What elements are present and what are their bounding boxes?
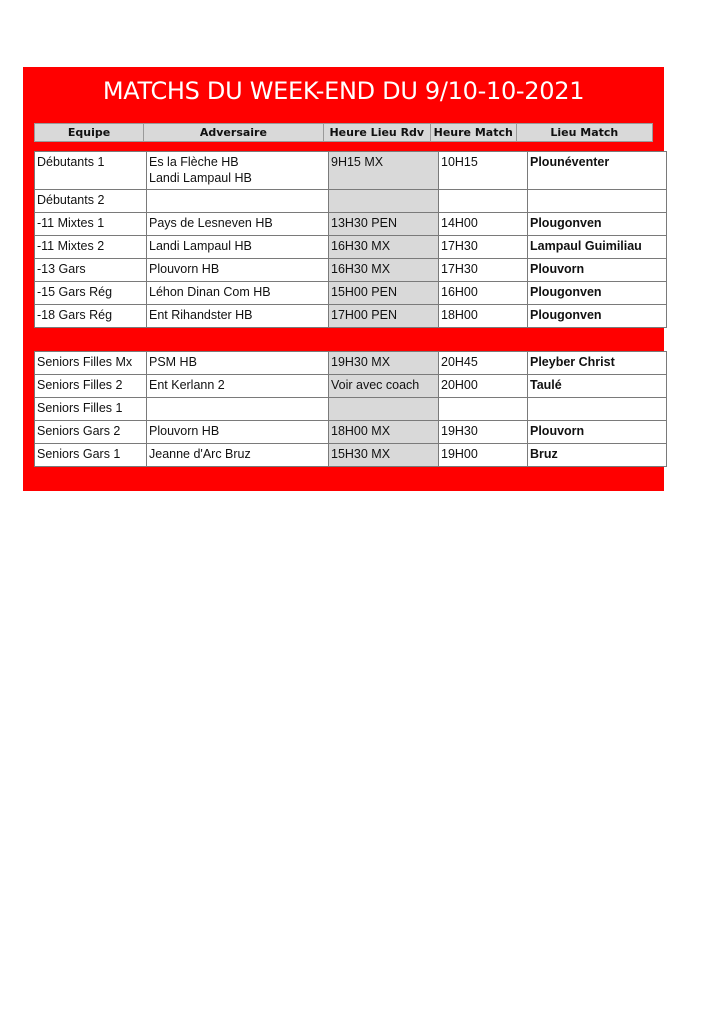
header-rdv: Heure Lieu Rdv [323, 124, 430, 142]
table-row [35, 152, 667, 190]
cell-rdv: 15H00 PEN [329, 282, 439, 305]
cell-rdv: 16H30 MX [329, 236, 439, 259]
cell-match [439, 190, 528, 213]
cell-lieu: Pleyber Christ [528, 352, 667, 375]
cell-lieu: Taulé [528, 375, 667, 398]
cell-adversaire [147, 152, 329, 190]
cell-rdv: 17H00 PEN [329, 305, 439, 328]
header-match: Heure Match [430, 124, 516, 142]
table-row [35, 213, 667, 236]
cell-rdv: 15H30 MX [329, 444, 439, 467]
cell-equipe: Débutants 1 [35, 152, 147, 190]
cell-adversaire [147, 398, 329, 421]
cell-equipe: -11 Mixtes 1 [35, 213, 147, 236]
cell-match: 14H00 [439, 213, 528, 236]
cell-match: 20H00 [439, 375, 528, 398]
header-lieu: Lieu Match [516, 124, 652, 142]
cell-rdv: 18H00 MX [329, 421, 439, 444]
cell-adversaire: Landi Lampaul HB [147, 236, 329, 259]
cell-match [439, 398, 528, 421]
cell-match: 19H00 [439, 444, 528, 467]
cell-lieu [528, 190, 667, 213]
table-row [35, 282, 667, 305]
table-row [35, 236, 667, 259]
cell-lieu: Lampaul Guimiliau [528, 236, 667, 259]
cell-adversaire: Plouvorn HB [147, 259, 329, 282]
table-row [35, 352, 667, 375]
cell-lieu: Plougonven [528, 305, 667, 328]
cell-rdv: Voir avec coach [329, 375, 439, 398]
cell-lieu: Plougonven [528, 213, 667, 236]
header-equipe: Equipe [35, 124, 144, 142]
cell-equipe: Seniors Gars 2 [35, 421, 147, 444]
cell-match: 17H30 [439, 259, 528, 282]
cell-rdv: 13H30 PEN [329, 213, 439, 236]
cell-lieu: Bruz [528, 444, 667, 467]
cell-match: 10H15 [439, 152, 528, 190]
cell-match: 17H30 [439, 236, 528, 259]
cell-adversaire: Léhon Dinan Com HB [147, 282, 329, 305]
table-row [35, 305, 667, 328]
cell-adversaire: PSM HB [147, 352, 329, 375]
schedule-table-youth [34, 151, 667, 328]
cell-equipe: -18 Gars Rég [35, 305, 147, 328]
cell-equipe: Seniors Filles 2 [35, 375, 147, 398]
cell-rdv [329, 190, 439, 213]
cell-match: 20H45 [439, 352, 528, 375]
cell-rdv: 19H30 MX [329, 352, 439, 375]
cell-match: 18H00 [439, 305, 528, 328]
page-title: MATCHS DU WEEK-END DU 9/10-10-2021 [102, 77, 585, 105]
cell-adversaire-line: Landi Lampaul HB [149, 171, 252, 185]
header-row [34, 123, 653, 142]
table-row [35, 259, 667, 282]
cell-adversaire: Ent Rihandster HB [147, 305, 329, 328]
header-adversaire: Adversaire [144, 124, 324, 142]
cell-match: 16H00 [439, 282, 528, 305]
cell-equipe: -11 Mixtes 2 [35, 236, 147, 259]
cell-adversaire-line: Es la Flèche HB [149, 155, 239, 169]
cell-equipe: Seniors Filles Mx [35, 352, 147, 375]
schedule-panel [23, 67, 664, 491]
cell-lieu [528, 398, 667, 421]
cell-adversaire [147, 190, 329, 213]
table-row [35, 190, 667, 213]
cell-match: 19H30 [439, 421, 528, 444]
cell-adversaire: Pays de Lesneven HB [147, 213, 329, 236]
cell-rdv: 9H15 MX [329, 152, 439, 190]
table-row [35, 421, 667, 444]
cell-lieu: Plounéventer [528, 152, 667, 190]
cell-equipe: -13 Gars [35, 259, 147, 282]
cell-lieu: Plougonven [528, 282, 667, 305]
cell-adversaire: Ent Kerlann 2 [147, 375, 329, 398]
cell-equipe: Débutants 2 [35, 190, 147, 213]
table-row [35, 444, 667, 467]
cell-equipe: Seniors Gars 1 [35, 444, 147, 467]
schedule-table-seniors [34, 351, 667, 467]
cell-equipe: -15 Gars Rég [35, 282, 147, 305]
cell-adversaire: Jeanne d'Arc Bruz [147, 444, 329, 467]
cell-lieu: Plouvorn [528, 421, 667, 444]
table-row [35, 398, 667, 421]
cell-rdv: 16H30 MX [329, 259, 439, 282]
cell-equipe: Seniors Filles 1 [35, 398, 147, 421]
cell-rdv [329, 398, 439, 421]
table-row [35, 375, 667, 398]
cell-adversaire: Plouvorn HB [147, 421, 329, 444]
cell-lieu: Plouvorn [528, 259, 667, 282]
